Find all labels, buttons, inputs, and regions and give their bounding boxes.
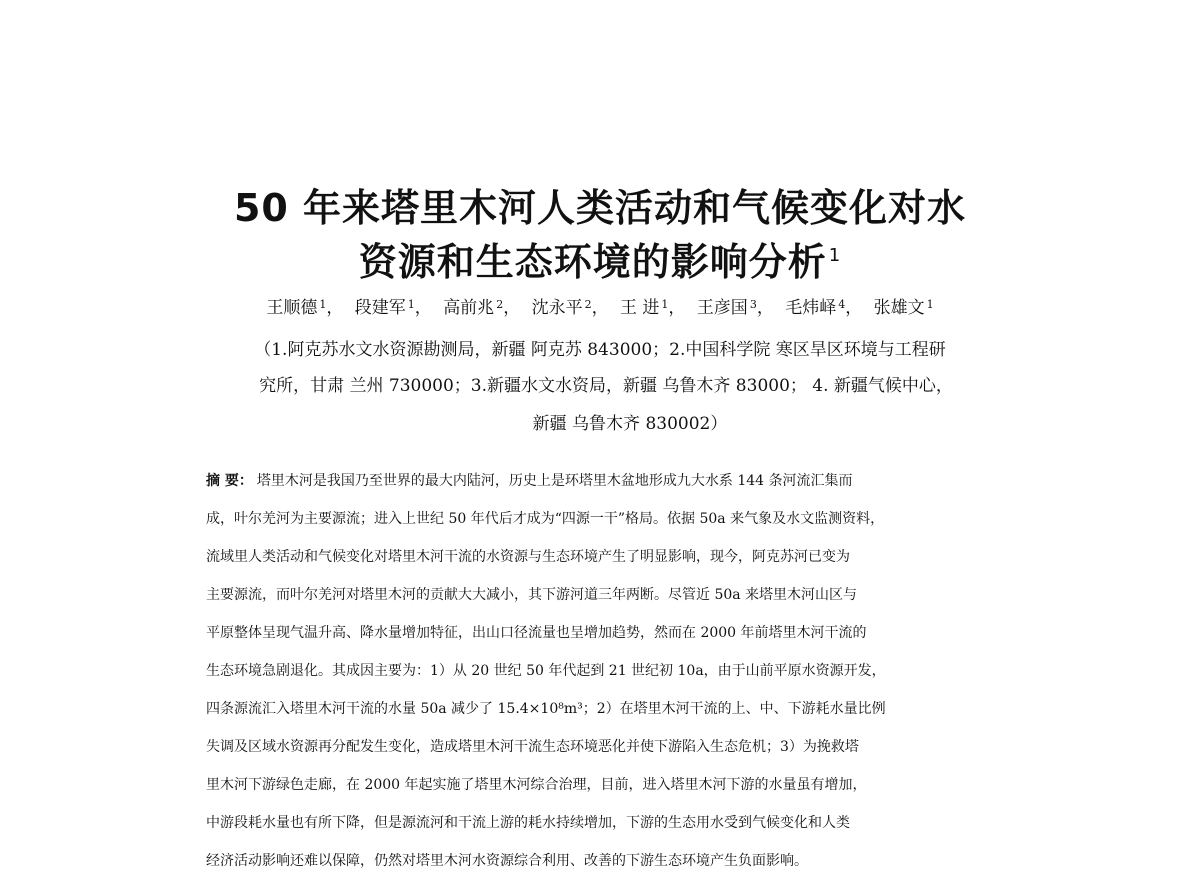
abstract-line: 平原整体呈现气温升高、降水量增加特征，出山口径流量也呈增加趋势，然而在 2000 年前塔里木河干流的 (206, 625, 867, 641)
author-name: 段建军 (354, 298, 406, 318)
abstract-line: 流域里人类活动和气候变化对塔里木河干流的水资源与生态环境产生了明显影响，现今，阿克苏河已变为 (206, 549, 850, 565)
author-affiliation-mark: 4 (838, 298, 846, 311)
abstract-line: 里木河下游绿色走廊，在 2000 年起实施了塔里木河综合治理，目前，进入塔里木河下游的水量虽有增加， (206, 777, 867, 793)
affiliation-line-3: 新疆 乌鲁木齐 830002） (532, 414, 728, 434)
author-name: 毛炜峄 (785, 298, 837, 318)
title-footnote-mark: 1 (828, 245, 842, 266)
author-name: 张雄文 (873, 298, 925, 318)
author-affiliation-mark: 1 (319, 298, 327, 311)
abstract-line: 主要源流，而叶尔羌河对塔里木河的贡献大大减小，其下游河道三年两断。尽管近 50a 来塔里木河山区与 (206, 587, 858, 603)
author-name: 王彦国 (696, 298, 748, 318)
author-name: 沈永平 (531, 298, 583, 318)
author-list (0, 295, 1200, 321)
abstract-line: 四条源流汇入塔里木河干流的水量 50a 减少了 15.4×10⁸m³；2）在塔里木河干流的上、中、下游耗水量比例 (206, 701, 886, 717)
author-name: 王顺德 (266, 298, 318, 318)
author-separator: ， (414, 298, 432, 318)
abstract-line: 生态环境急剧退化。其成因主要为：1）从 20 世纪 50 年代起到 21 世纪初 10a，由于山前平原水资源开发， (206, 663, 886, 679)
author-name: 高前兆 (443, 298, 495, 318)
paper-title-line-2 (0, 239, 1200, 285)
author-separator: ， (326, 298, 344, 318)
author-affiliation-mark: 1 (926, 298, 934, 311)
author-affiliation-mark: 3 (749, 298, 757, 311)
author (355, 298, 415, 318)
author (532, 298, 592, 318)
author-separator: ， (591, 298, 609, 318)
abstract-line: 失调及区域水资源再分配发生变化，造成塔里木河干流生态环境恶化并使下游陷入生态危机；3）为挽救塔 (206, 739, 859, 755)
author-affiliation-mark: 1 (661, 298, 669, 311)
author (620, 298, 668, 318)
abstract-line: 成，叶尔羌河为主要源流；进入上世纪 50 年代后才成为“四源一干”格局。依据 50a 来气象及水文监测资料， (206, 511, 885, 527)
affiliation-line-2: 究所，甘肃 兰州 730000；3.新疆水文水资局，新疆 乌鲁木齐 83000； 4. 新疆气候中心， (259, 376, 953, 396)
author-affiliation-mark: 2 (496, 298, 504, 311)
affiliation-line-1: （1.阿克苏水文水资源勘测局，新疆 阿克苏 843000；2.中国科学院 寒区旱区环境与工程研 (254, 340, 946, 360)
author-affiliation-mark: 1 (407, 298, 415, 311)
author (443, 298, 503, 318)
author-affiliation-mark: 2 (584, 298, 592, 311)
author (697, 298, 757, 318)
paper-title-line-1: 50 年来塔里木河人类活动和气候变化对水 (233, 186, 967, 230)
author (785, 298, 845, 318)
abstract-line: 中游段耗水量也有所下降，但是源流河和干流上游的耗水持续增加，下游的生态用水受到气候变化和人类 (206, 815, 850, 831)
author-name: 王 进 (620, 298, 660, 318)
author-separator: ， (668, 298, 686, 318)
paper-title-line-2-text: 资源和生态环境的影响分析 (358, 240, 827, 284)
abstract-line: 经济活动影响还难以保障，仍然对塔里木河水资源综合利用、改善的下游生态环境产生负面影响。 (206, 853, 808, 869)
author (874, 298, 934, 318)
abstract-text: 塔里木河是我国乃至世界的最大内陆河，历史上是环塔里木盆地形成九大水系 144 条河流汇集而 (256, 473, 853, 489)
author-separator: ， (756, 298, 774, 318)
abstract-line (206, 470, 996, 492)
abstract-label: 摘 要： (206, 473, 253, 489)
author-separator: ， (503, 298, 521, 318)
author (266, 298, 326, 318)
author-separator: ， (845, 298, 863, 318)
